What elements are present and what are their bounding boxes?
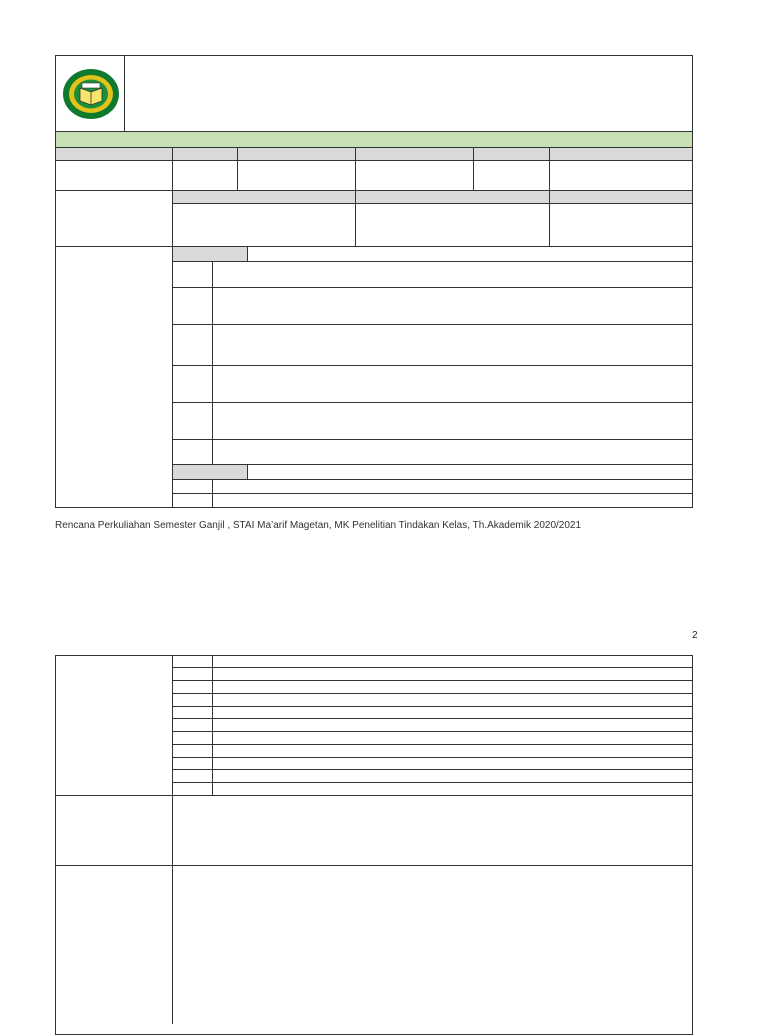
row-line [173, 706, 692, 707]
row-line [173, 680, 692, 681]
row-line [173, 493, 692, 494]
row-line [173, 731, 692, 732]
divider [355, 191, 356, 247]
page-footer: Rencana Perkuliahan Semester Ganjil , STAI Ma’arif Magetan, MK Penelitian Tindakan Kelas, Th.Akademik 2020/2021 [55, 520, 582, 531]
section-label-cell [173, 247, 248, 262]
rps-table-page-2 [55, 655, 693, 1035]
green-title-band [56, 131, 692, 148]
row-line [173, 287, 692, 288]
divider [212, 656, 213, 796]
row-line [248, 261, 692, 262]
divider [473, 148, 474, 191]
divider [212, 262, 213, 464]
row-line [173, 464, 692, 465]
row-line [248, 479, 692, 480]
row-line [173, 439, 692, 440]
row-line [173, 693, 692, 694]
divider [355, 148, 356, 191]
row-line [56, 865, 692, 866]
course-info-header-row [56, 148, 692, 161]
divider [212, 480, 213, 508]
row-line [173, 324, 692, 325]
row-line [173, 782, 692, 783]
section-label-cell [173, 465, 248, 480]
row-line [173, 718, 692, 719]
row-line [173, 667, 692, 668]
rps-table-page-1 [55, 55, 693, 508]
institution-logo-icon [60, 66, 122, 122]
row-line [56, 246, 692, 247]
divider [172, 655, 173, 1024]
row-line [173, 757, 692, 758]
row-line [173, 402, 692, 403]
row-line [173, 769, 692, 770]
divider [172, 148, 173, 192]
divider [237, 148, 238, 191]
row-line [56, 795, 692, 796]
row-line [173, 365, 692, 366]
divider [549, 191, 550, 247]
authorization-header-row [173, 191, 692, 204]
divider [549, 148, 550, 191]
logo-cell [56, 56, 125, 131]
divider [172, 190, 173, 508]
page-number: 2 [692, 630, 698, 641]
row-line [173, 744, 692, 745]
